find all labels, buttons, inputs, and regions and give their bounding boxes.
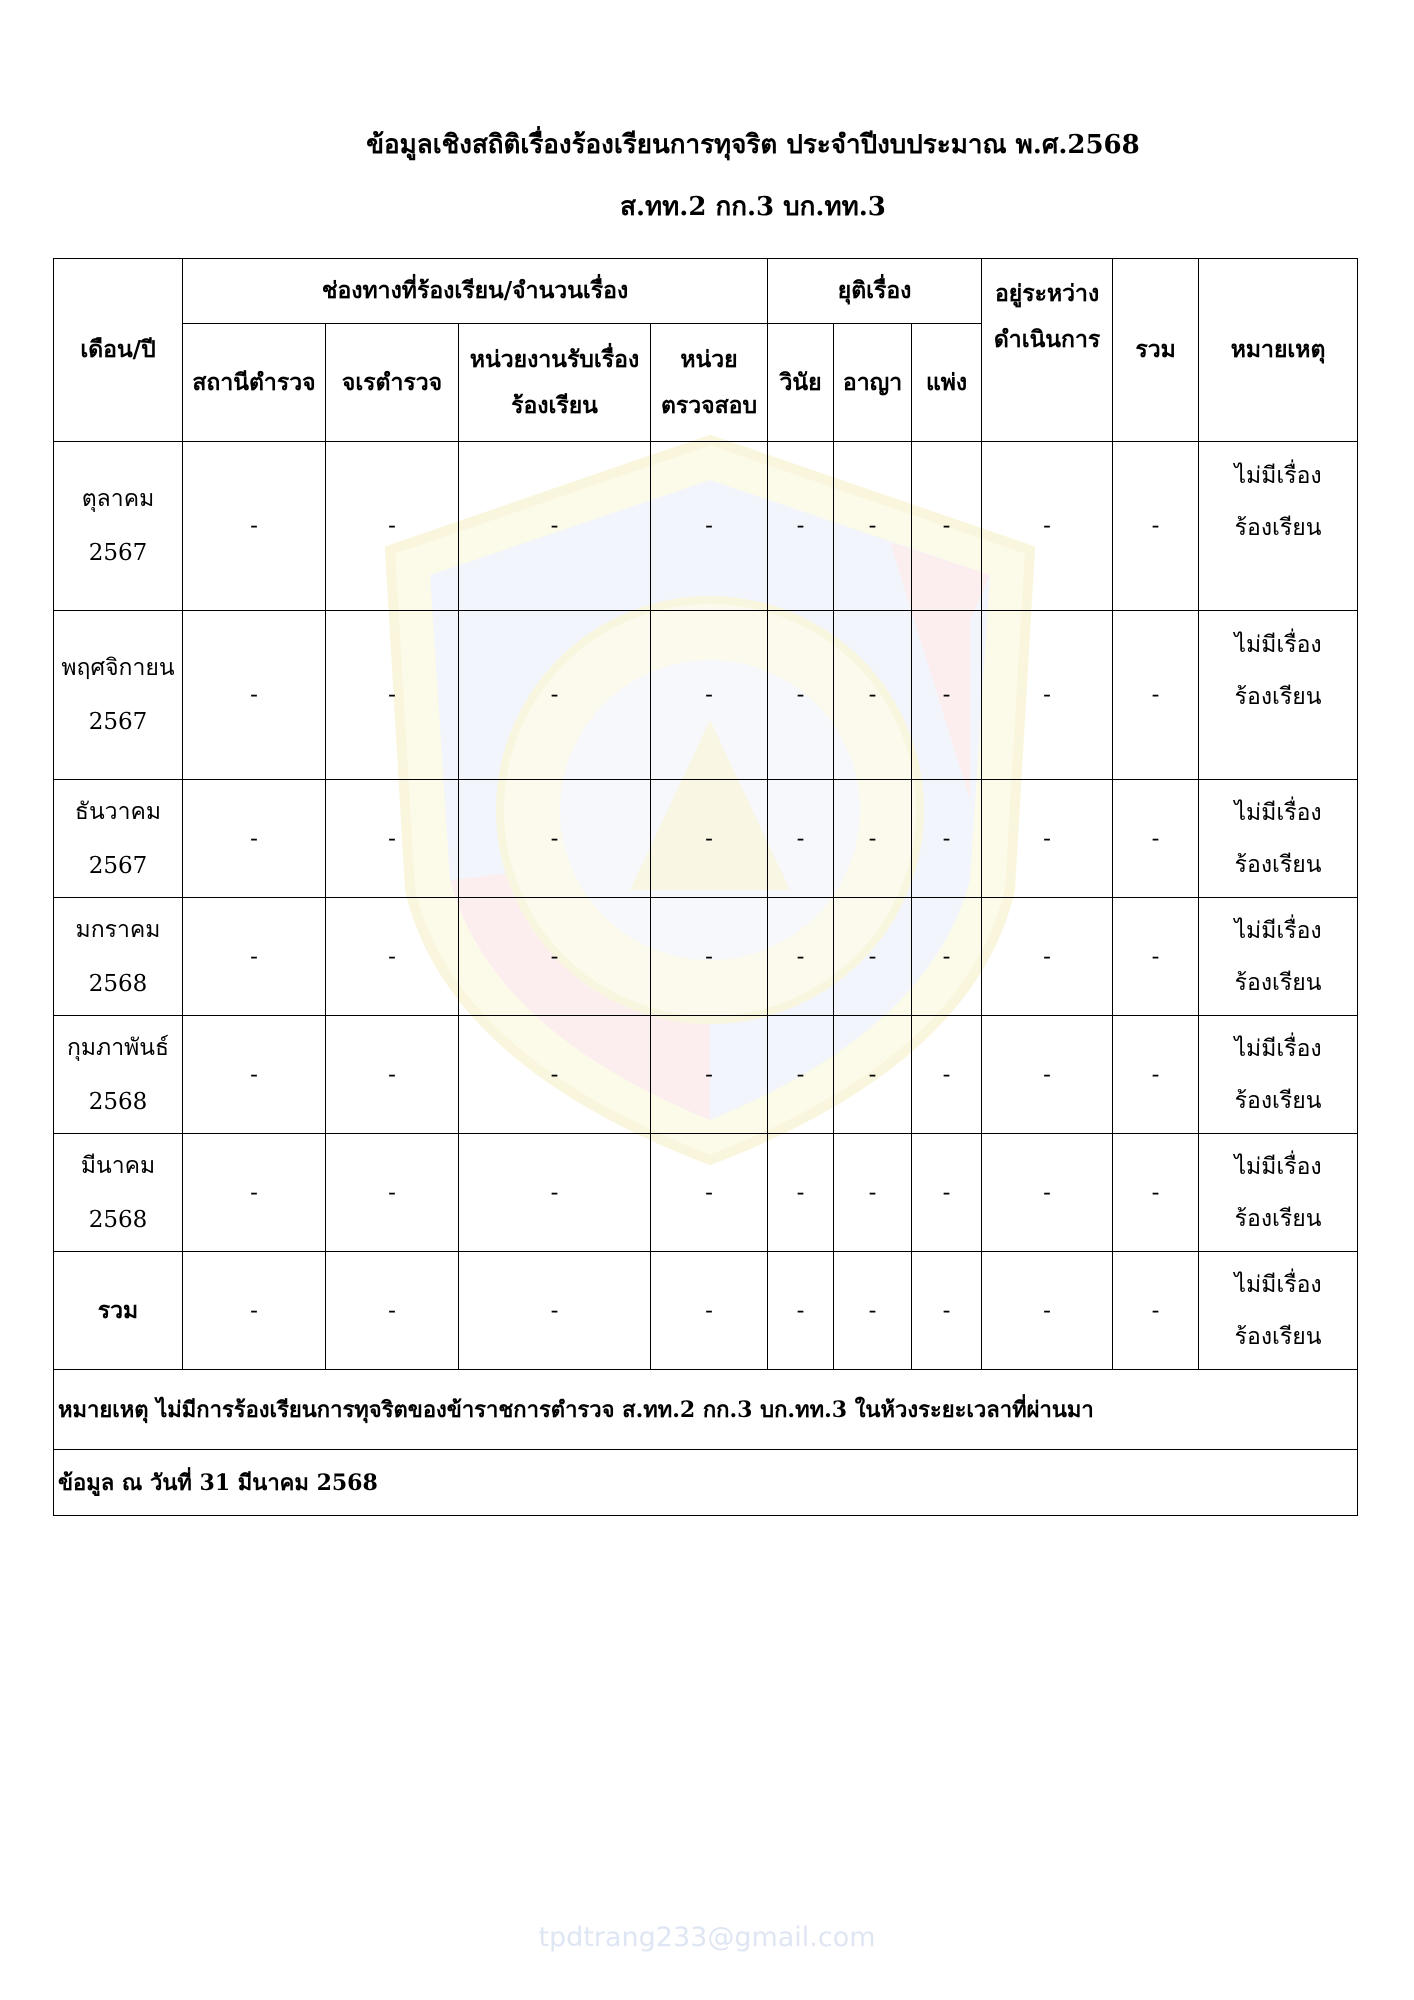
cell-remark: ไม่มีเรื่อง ร้องเรียน	[1199, 611, 1358, 780]
month-cell: ธันวาคม 2567	[54, 780, 183, 898]
cell-criminal: -	[834, 1134, 912, 1252]
cell-discipline: -	[768, 442, 834, 611]
total-label: รวม	[54, 1252, 183, 1370]
header-closed-group: ยุติเรื่อง	[768, 259, 982, 324]
email-watermark: tpdtrang233@gmail.com	[538, 1922, 876, 1953]
cell-civil: -	[912, 1016, 982, 1134]
cell-discipline: -	[768, 611, 834, 780]
header-in-progress: อยู่ระหว่าง ดำเนินการ	[982, 259, 1113, 442]
header-channels-group: ช่องทางที่ร้องเรียน/จำนวนเรื่อง	[183, 259, 768, 324]
header-inspection-unit: หน่วย ตรวจสอบ	[651, 324, 768, 442]
cell-in-progress: -	[982, 442, 1113, 611]
header-complaint-unit: หน่วยงานรับเรื่อง ร้องเรียน	[459, 324, 651, 442]
cell-criminal: -	[834, 442, 912, 611]
cell-complaint-unit: -	[459, 780, 651, 898]
footer-note: หมายเหตุ ไม่มีการร้องเรียนการทุจริตของข้าราชการตำรวจ ส.ทท.2 กก.3 บก.ทท.3 ในห้วงระยะเวลาที่ผ่านมา	[54, 1370, 1358, 1450]
cell-civil: -	[912, 1252, 982, 1370]
header-total: รวม	[1113, 259, 1199, 442]
table-row	[54, 898, 1358, 1016]
cell-in-progress: -	[982, 611, 1113, 780]
cell-discipline: -	[768, 1252, 834, 1370]
table-row	[54, 780, 1358, 898]
cell-station: -	[183, 898, 326, 1016]
cell-total: -	[1113, 1134, 1199, 1252]
cell-civil: -	[912, 611, 982, 780]
cell-remark: ไม่มีเรื่อง ร้องเรียน	[1199, 1252, 1358, 1370]
cell-total: -	[1113, 1016, 1199, 1134]
cell-remark: ไม่มีเรื่อง ร้องเรียน	[1199, 1016, 1358, 1134]
cell-in-progress: -	[982, 780, 1113, 898]
cell-discipline: -	[768, 780, 834, 898]
month-cell: พฤศจิกายน 2567	[54, 611, 183, 780]
header-civil: แพ่ง	[912, 324, 982, 442]
cell-inspection-unit: -	[651, 898, 768, 1016]
cell-remark: ไม่มีเรื่อง ร้องเรียน	[1199, 1134, 1358, 1252]
document-subtitle: ส.ทท.2 กก.3 บก.ทท.3	[620, 192, 886, 222]
cell-remark: ไม่มีเรื่อง ร้องเรียน	[1199, 898, 1358, 1016]
cell-total: -	[1113, 1252, 1199, 1370]
cell-station: -	[183, 780, 326, 898]
cell-in-progress: -	[982, 1016, 1113, 1134]
cell-civil: -	[912, 1134, 982, 1252]
cell-criminal: -	[834, 611, 912, 780]
cell-police-officer: -	[326, 1134, 459, 1252]
document-title: ข้อมูลเชิงสถิติเรื่องร้องเรียนการทุจริต ประจำปีงบประมาณ พ.ศ.2568	[366, 130, 1140, 160]
cell-total: -	[1113, 898, 1199, 1016]
cell-station: -	[183, 442, 326, 611]
table-row	[54, 442, 1358, 611]
cell-police-officer: -	[326, 780, 459, 898]
cell-inspection-unit: -	[651, 611, 768, 780]
table-row	[54, 1134, 1358, 1252]
cell-criminal: -	[834, 1252, 912, 1370]
cell-civil: -	[912, 442, 982, 611]
cell-civil: -	[912, 898, 982, 1016]
cell-inspection-unit: -	[651, 1134, 768, 1252]
header-station: สถานีตำรวจ	[183, 324, 326, 442]
cell-in-progress: -	[982, 1134, 1113, 1252]
header-discipline: วินัย	[768, 324, 834, 442]
header-remark: หมายเหตุ	[1199, 259, 1358, 442]
cell-discipline: -	[768, 898, 834, 1016]
header-month-year: เดือน/ปี	[54, 259, 183, 442]
complaint-statistics-table	[53, 258, 1358, 1516]
table-row	[54, 611, 1358, 780]
month-cell: มกราคม 2568	[54, 898, 183, 1016]
cell-total: -	[1113, 611, 1199, 780]
cell-remark: ไม่มีเรื่อง ร้องเรียน	[1199, 442, 1358, 611]
cell-police-officer: -	[326, 442, 459, 611]
cell-station: -	[183, 1016, 326, 1134]
table-total-row	[54, 1252, 1358, 1370]
month-cell: กุมภาพันธ์ 2568	[54, 1016, 183, 1134]
cell-discipline: -	[768, 1134, 834, 1252]
cell-station: -	[183, 1252, 326, 1370]
cell-inspection-unit: -	[651, 442, 768, 611]
cell-police-officer: -	[326, 1016, 459, 1134]
cell-complaint-unit: -	[459, 898, 651, 1016]
cell-complaint-unit: -	[459, 1252, 651, 1370]
cell-station: -	[183, 611, 326, 780]
cell-in-progress: -	[982, 1252, 1113, 1370]
header-police-officer: จเรตำรวจ	[326, 324, 459, 442]
month-cell: มีนาคม 2568	[54, 1134, 183, 1252]
cell-complaint-unit: -	[459, 611, 651, 780]
cell-inspection-unit: -	[651, 780, 768, 898]
cell-criminal: -	[834, 1016, 912, 1134]
cell-police-officer: -	[326, 898, 459, 1016]
table-row	[54, 1016, 1358, 1134]
cell-complaint-unit: -	[459, 1016, 651, 1134]
cell-in-progress: -	[982, 898, 1113, 1016]
cell-criminal: -	[834, 898, 912, 1016]
cell-inspection-unit: -	[651, 1252, 768, 1370]
cell-discipline: -	[768, 1016, 834, 1134]
footer-as-of-date: ข้อมูล ณ วันที่ 31 มีนาคม 2568	[54, 1450, 1358, 1516]
cell-criminal: -	[834, 780, 912, 898]
cell-total: -	[1113, 442, 1199, 611]
cell-police-officer: -	[326, 1252, 459, 1370]
cell-civil: -	[912, 780, 982, 898]
cell-station: -	[183, 1134, 326, 1252]
cell-police-officer: -	[326, 611, 459, 780]
cell-remark: ไม่มีเรื่อง ร้องเรียน	[1199, 780, 1358, 898]
header-criminal: อาญา	[834, 324, 912, 442]
cell-complaint-unit: -	[459, 442, 651, 611]
cell-total: -	[1113, 780, 1199, 898]
month-cell: ตุลาคม 2567	[54, 442, 183, 611]
cell-complaint-unit: -	[459, 1134, 651, 1252]
cell-inspection-unit: -	[651, 1016, 768, 1134]
